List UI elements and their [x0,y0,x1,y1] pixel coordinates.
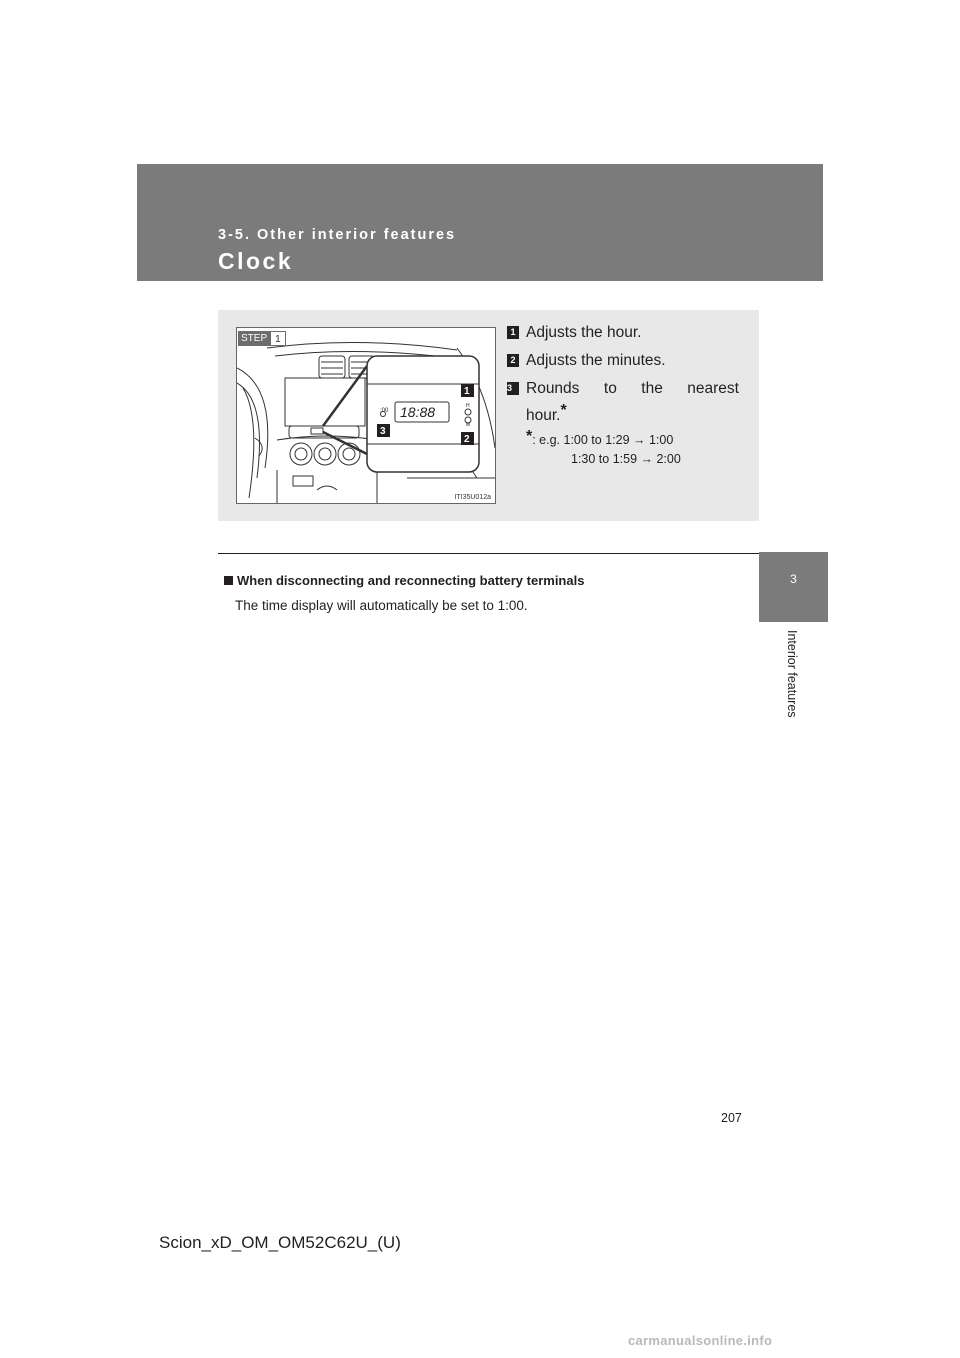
dashboard-drawing [237,328,496,504]
chapter-number: 3 [790,572,797,586]
hour-button-label: H [466,403,470,409]
callout-marker-2: 2 [464,434,470,445]
callout-item [507,322,739,344]
chapter-label [785,630,799,740]
minute-button-label: M [466,422,471,428]
footnote-line1: : e.g. 1:00 to 1:29 → 1:00 [532,433,674,447]
callout-list [507,322,739,433]
page-title: Clock [218,248,294,274]
round-button-label: :00 [380,408,389,414]
step-badge-word: STEP [238,331,270,346]
callout-number: 2 [507,354,519,367]
page-number: 207 [721,1111,742,1125]
callout-text-line1: Rounds to the nearest [526,380,739,397]
callout-text: Adjusts the hour. [526,324,642,341]
illustration-code: ITI35U012a [454,494,491,501]
callout-number: 3 [507,382,519,395]
watermark: carmanualsonline.info [628,1333,773,1348]
callout-text: Adjusts the minutes. [526,352,666,369]
step-badge [238,331,286,346]
note-heading [224,573,584,588]
chapter-tab [759,552,828,622]
bullet-square-icon [224,576,233,585]
callout-marker-1: 1 [464,386,470,397]
callout-item [507,378,739,427]
footnote-star: * [526,428,533,445]
callout-item [507,350,739,372]
note-heading-text: When disconnecting and reconnecting battery terminals [237,573,585,588]
footnote-marker: * [560,402,567,419]
document-id: Scion_xD_OM_OM52C62U_(U) [159,1233,401,1252]
dashboard-illustration [236,327,496,504]
note-body: The time display will automatically be set to 1:00. [235,598,528,613]
callout-number: 1 [507,326,519,339]
footnote-line2: 1:30 to 1:59 → 2:00 [571,452,681,466]
chapter-label-text: Interior features [785,630,799,718]
clock-display-readout: 18:88 [400,404,436,420]
step-badge-number: 1 [270,331,286,346]
footnote [526,427,681,469]
callout-marker-3: 3 [380,426,386,437]
section-label: 3-5. Other interior features [218,227,457,243]
callout-text-line2: hour. [526,407,561,424]
section-divider [218,553,759,554]
